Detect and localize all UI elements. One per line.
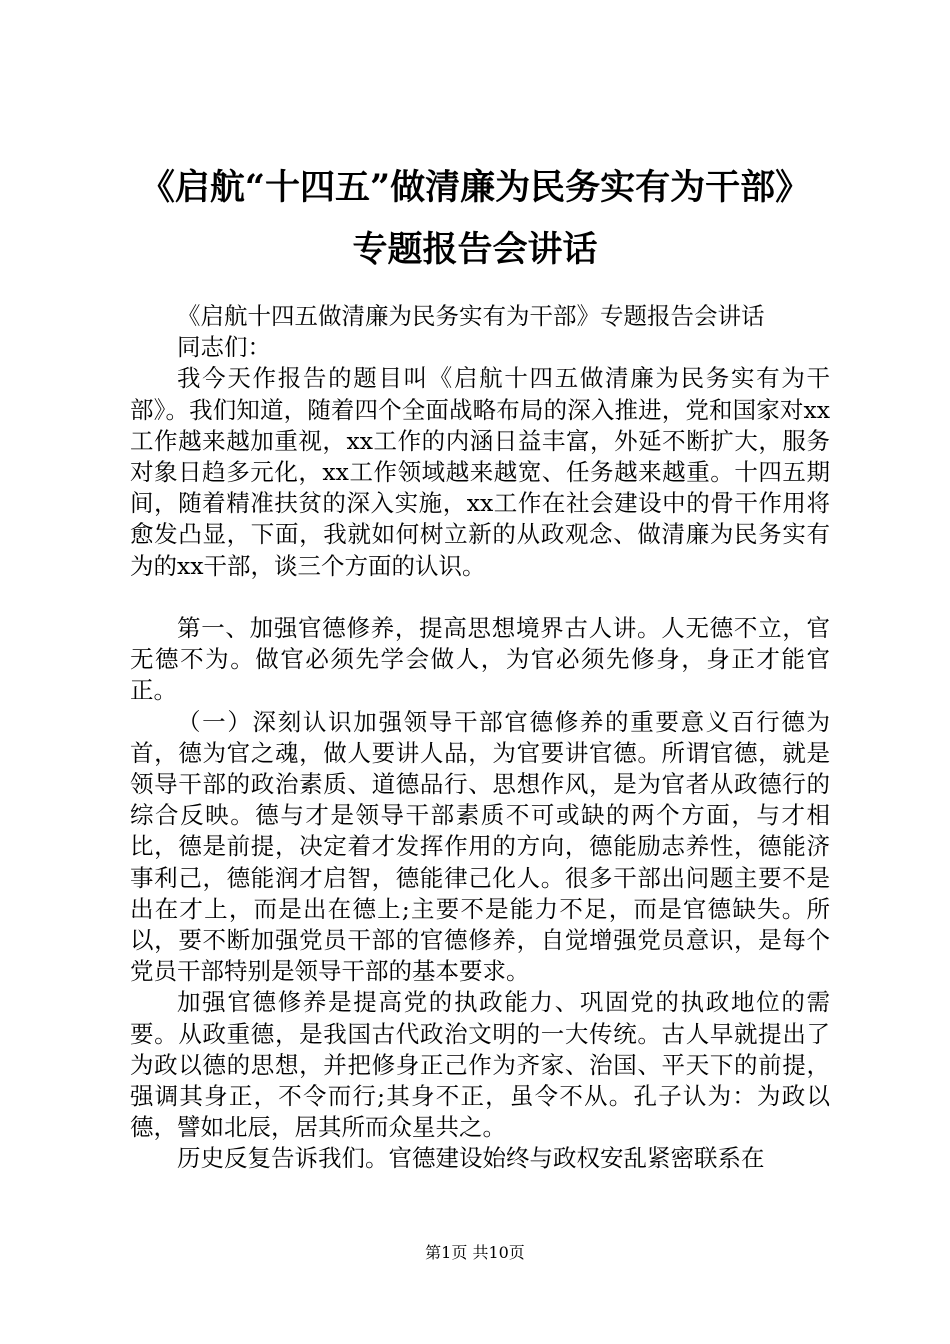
body-paragraph-intro: 我今天作报告的题目叫《启航十四五做清廉为民务实有为干部》。我们知道，随着四个全面战略布局的深入推进，党和国家对xx工作越来越加重视，xx工作的内涵日益丰富，外延不断扩大，服务对象日趋多元化，xx工作领域越来越宽、任务越来越重。十四五期间，随着精准扶贫的深入实施，xx工作在社会建设中的骨干作用将愈发凸显，下面，我就如何树立新的从政观念、做清廉为民务实有为的xx干部，谈三个方面的认识。 bbox=[130, 364, 830, 580]
body-paragraph-subsection-one: （一）深刻认识加强领导干部官德修养的重要意义百行德为首，德为官之魂，做人要讲人品，为官要讲官德。所谓官德，就是领导干部的政治素质、道德品行、思想作风，是为官者从政德行的综合反映。德与才是领导干部素质不可或缺的两个方面，与才相比，德是前提，决定着才发挥作用的方向，德能励志养性，德能济事利己，德能润才启智，德能律己化人。很多干部出问题主要不是出在才上，而是出在德上;主要不是能力不足，而是官德缺失。所以，要不断加强党员干部的官德修养，自觉增强党员意识，是每个党员干部特别是领导干部的基本要求。 bbox=[130, 707, 830, 986]
body-paragraph: 历史反复告诉我们。官德建设始终与政权安乱紧密联系在 bbox=[177, 1144, 765, 1173]
body-paragraph-section-one: 第一、加强官德修养，提高思想境界古人讲。人无德不立，官无德不为。做官必须先学会做人，为官必须先修身，身正才能官正。 bbox=[130, 614, 830, 705]
document-title-line2: 专题报告会讲话 bbox=[352, 229, 598, 270]
document-body bbox=[130, 301, 830, 1175]
body-paragraph-salutation: 同志们： bbox=[177, 333, 271, 362]
page-number-footer: 第1页 共10页 bbox=[425, 1243, 525, 1262]
body-paragraph: 加强官德修养是提高党的执政能力、巩固党的执政地位的需要。从政重德，是我国古代政治文明的一大传统。古人早就提出了为政以德的思想，并把修身正己作为齐家、治国、平天下的前提，强调其身正，不令而行;其身不正，虽令不从。孔子认为：为政以德，譬如北辰，居其所而众星共之。 bbox=[130, 988, 830, 1142]
body-paragraph-heading: 《启航十四五做清廉为民务实有为干部》专题报告会讲话 bbox=[177, 302, 765, 330]
document-title-line1: 《启航“十四五”做清廉为民务实有为干部》 bbox=[139, 167, 811, 208]
